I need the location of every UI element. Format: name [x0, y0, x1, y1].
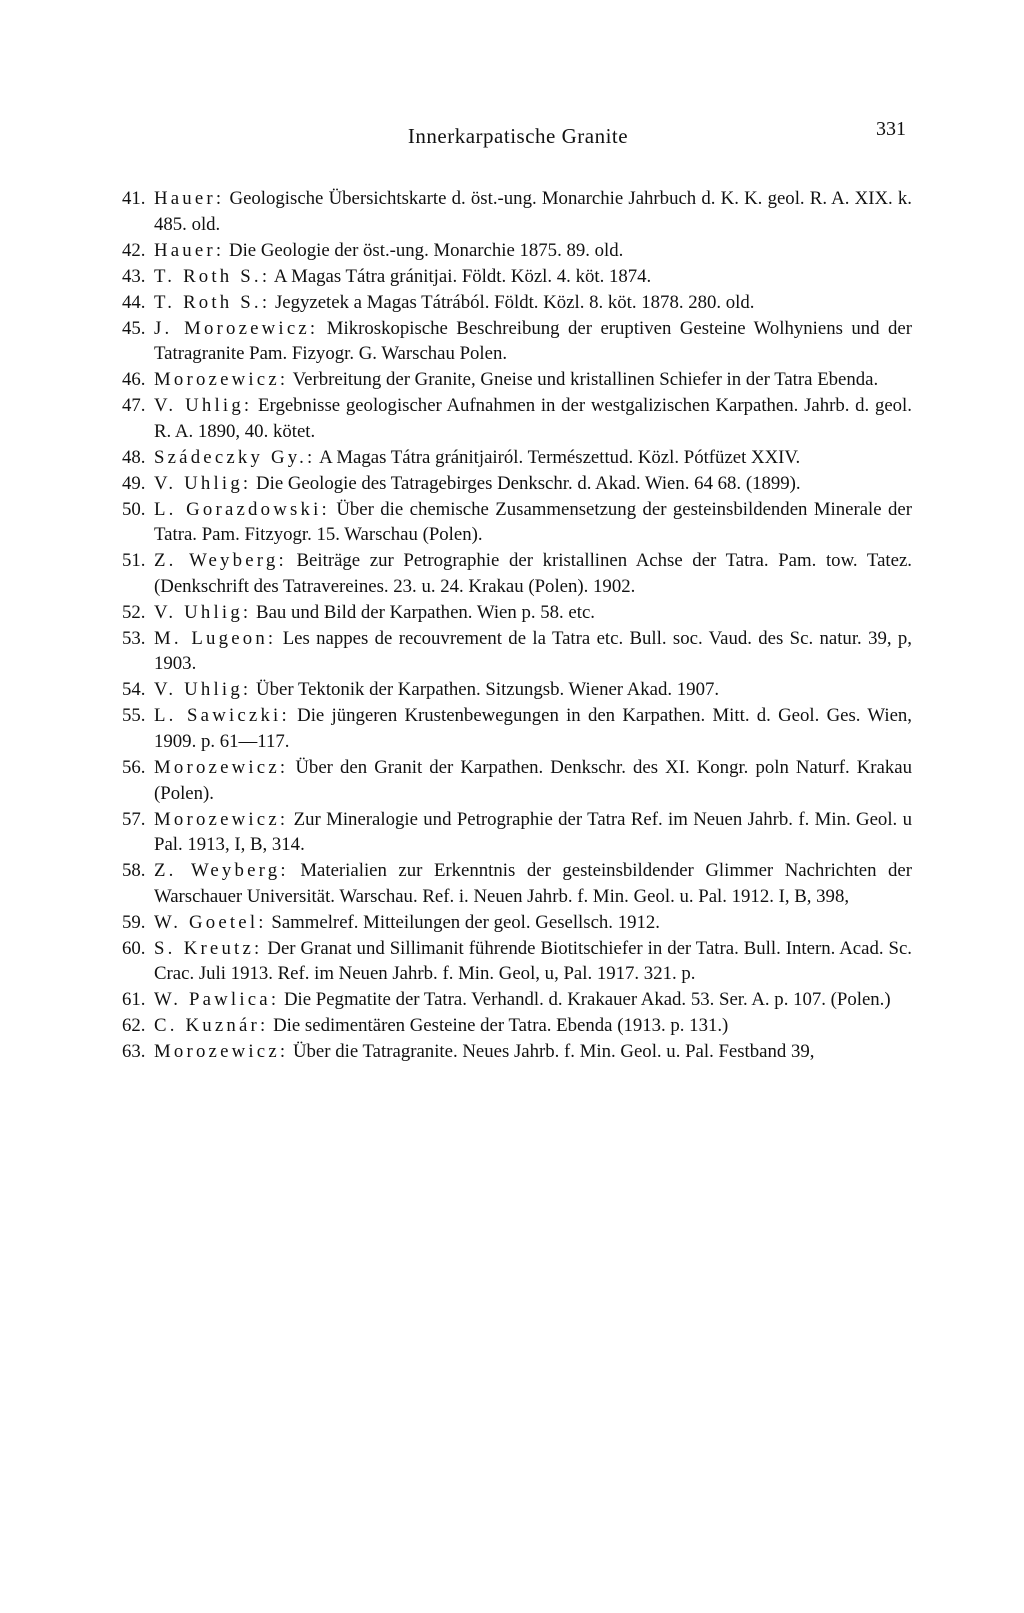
reference-number: 47.: [122, 395, 146, 417]
reference-entry: [122, 548, 912, 599]
reference-text: Sammelref. Mitteilungen der geol. Gesellsch. 1912.: [266, 911, 660, 933]
reference-body: [154, 188, 912, 235]
reference-entry: [122, 290, 912, 316]
reference-entry: [122, 677, 912, 703]
reference-number: 61.: [122, 989, 146, 1011]
reference-author: L. Gorazdowski:: [154, 498, 330, 520]
reference-number: 62.: [122, 1015, 146, 1037]
reference-author: S. Kreutz:: [154, 937, 263, 959]
reference-text: Jegyzetek a Magas Tátrából. Földt. Közl. 8. köt. 1878. 280. old.: [270, 291, 755, 313]
reference-author: V. Uhlig:: [154, 601, 252, 623]
reference-number: 41.: [122, 188, 146, 209]
reference-author: Morozewicz:: [154, 808, 289, 830]
reference-entry: [122, 393, 912, 444]
reference-text: Über Tektonik der Karpathen. Sitzungsb. Wiener Akad. 1907.: [251, 679, 720, 701]
reference-number: 46.: [122, 369, 146, 391]
reference-entry: [122, 987, 912, 1013]
reference-entry: [122, 703, 912, 754]
reference-author: Morozewicz:: [154, 1041, 289, 1063]
reference-text: A Magas Tátra gránitjairól. Természettud. Közl. Pótfüzet XXIV.: [315, 446, 801, 468]
page-header: [130, 118, 906, 158]
reference-body: [154, 1041, 814, 1062]
reference-entry: [122, 471, 912, 497]
reference-author: Morozewicz:: [154, 369, 289, 391]
reference-body: [154, 240, 623, 261]
reference-number: 50.: [122, 498, 146, 520]
reference-entry: [122, 497, 912, 548]
reference-text: Beiträge zur Petrographie der kristallinen Achse der Tatra. Pam. tow. Tatez. (Denkschrift des Tatravereines. 23. u. 24. Krakau (Polen). 1902.: [154, 550, 912, 597]
reference-body: [154, 989, 891, 1010]
reference-body: [154, 395, 912, 442]
reference-number: 48.: [122, 446, 146, 468]
reference-text: Über den Granit der Karpathen. Denkschr. des XI. Kongr. poln Naturf. Krakau (Polen).: [154, 756, 912, 804]
reference-number: 45.: [122, 317, 146, 339]
reference-text: A Magas Tátra gránitjai. Földt. Közl. 4. köt. 1874.: [270, 265, 652, 287]
reference-text: Ergebnisse geologischer Aufnahmen in der westgalizischen Karpathen. Jahrb. d. geol. R. A. 1890, 40. kötet.: [154, 395, 912, 442]
reference-text: Über die Tatragranite. Neues Jahrb. f. Min. Geol. u. Pal. Festband 39,: [288, 1041, 815, 1063]
reference-entry: [122, 367, 912, 393]
reference-number: 60.: [122, 937, 146, 959]
reference-entry: [122, 910, 912, 936]
reference-text: Die Geologie des Tatragebirges Denkschr. d. Akad. Wien. 64 68. (1899).: [251, 472, 801, 494]
reference-body: [154, 602, 595, 623]
reference-entry: [122, 1039, 912, 1065]
reference-author: T. Roth S.:: [154, 265, 271, 287]
reference-number: 44.: [122, 291, 146, 313]
reference-entry: [122, 264, 912, 290]
reference-author: V. Uhlig:: [154, 472, 252, 494]
reference-author: Z. Weyberg:: [154, 550, 287, 572]
reference-entry: [122, 600, 912, 626]
reference-author: J. Morozewicz:: [154, 317, 319, 339]
reference-entry: [122, 1013, 912, 1039]
reference-body: [154, 369, 878, 390]
reference-body: [154, 809, 912, 856]
reference-entry: [122, 445, 912, 471]
reference-text: Mikroskopische Beschreibung der eruptiven Gesteine Wolhyniens und der Tatragranite Pam. Fizyogr. G. Warschau Polen.: [154, 317, 912, 365]
reference-number: 57.: [122, 808, 146, 830]
reference-author: V. Uhlig:: [154, 679, 252, 701]
reference-author: M. Lugeon:: [154, 627, 277, 649]
reference-body: [154, 318, 912, 365]
reference-text: Les nappes de recouvrement de la Tatra etc. Bull. soc. Vaud. des Sc. natur. 39, p, 1903.: [154, 627, 912, 675]
reference-entry: [122, 316, 912, 367]
reference-author: Z. Weyberg:: [154, 860, 289, 882]
reference-text: Die Geologie der öst.-ung. Monarchie 1875. 89. old.: [224, 239, 624, 261]
reference-body: [154, 628, 912, 675]
reference-number: 56.: [122, 756, 146, 778]
reference-text: Die jüngeren Krustenbewegungen in den Karpathen. Mitt. d. Geol. Ges. Wien, 1909. p. 61—117.: [154, 705, 912, 752]
reference-text: Geologische Übersichtskarte d. öst.-ung. Monarchie Jahrbuch d. K. K. geol. R. A. XIX. k. 485. old.: [154, 188, 912, 235]
reference-text: Zur Mineralogie und Petrographie der Tatra Ref. im Neuen Jahrb. f. Min. Geol. u Pal. 1913, I, B, 314.: [154, 808, 912, 856]
reference-entry: [122, 755, 912, 806]
reference-body: [154, 266, 651, 287]
reference-number: 55.: [122, 705, 146, 727]
reference-author: Szádeczky Gy.:: [154, 446, 316, 468]
reference-body: [154, 473, 801, 494]
reference-number: 53.: [122, 627, 146, 649]
reference-entry: [122, 936, 912, 987]
reference-number: 51.: [122, 550, 146, 572]
reference-number: 52.: [122, 601, 146, 623]
reference-number: 49.: [122, 472, 146, 494]
reference-author: V. Uhlig:: [154, 395, 253, 417]
reference-author: Hauer:: [154, 239, 225, 261]
reference-author: W. Goetel:: [154, 911, 267, 933]
reference-body: [154, 447, 800, 468]
reference-body: [154, 705, 912, 752]
reference-author: T. Roth S.:: [154, 291, 271, 313]
reference-text: Verbreitung der Granite, Gneise und kristallinen Schiefer in der Tatra Ebenda.: [288, 369, 879, 391]
reference-number: 43.: [122, 265, 146, 287]
reference-entry: [122, 858, 912, 909]
reference-author: C. Kuznár:: [154, 1015, 269, 1037]
reference-text: Über die chemische Zusammensetzung der gesteinsbildenden Minerale der Tatra. Pam. Fitzyogr. 15. Warschau (Polen).: [154, 498, 912, 546]
reference-author: L. Sawiczki:: [154, 705, 290, 727]
reference-number: 63.: [122, 1041, 146, 1063]
reference-number: 58.: [122, 860, 146, 882]
reference-text: Die Pegmatite der Tatra. Verhandl. d. Krakauer Akad. 53. Ser. A. p. 107. (Polen.): [279, 989, 891, 1011]
reference-body: [154, 938, 912, 985]
reference-body: [154, 860, 912, 907]
reference-body: [154, 499, 912, 546]
reference-text: Bau und Bild der Karpathen. Wien p. 58. etc.: [251, 601, 595, 623]
reference-entry: [122, 186, 912, 237]
reference-number: 42.: [122, 239, 146, 261]
reference-entry: [122, 807, 912, 858]
running-title: Innerkarpatische Granite: [407, 124, 629, 148]
reference-entry: [122, 238, 912, 264]
reference-body: [154, 292, 754, 313]
page-number: 331: [876, 118, 906, 140]
reference-body: [154, 1015, 728, 1036]
reference-author: Hauer:: [154, 188, 225, 209]
reference-number: 59.: [122, 911, 146, 933]
reference-text: Der Granat und Sillimanit führende Biotitschiefer in der Tatra. Bull. Intern. Acad. Sc. Crac. Juli 1913. Ref. im Neuen Jahrb. f. Min. Geol, u, Pal. 1917. 321. p.: [154, 937, 912, 985]
reference-entry: [122, 626, 912, 677]
reference-number: 54.: [122, 679, 146, 701]
reference-body: [154, 550, 912, 597]
reference-body: [154, 679, 719, 700]
reference-body: [154, 757, 912, 804]
reference-author: W. Pawlica:: [154, 989, 280, 1011]
reference-body: [154, 912, 660, 933]
reference-list: [122, 186, 912, 1065]
reference-author: Morozewicz:: [154, 756, 289, 778]
reference-text: Materialien zur Erkenntnis der gesteinsbildender Glimmer Nachrichten der Warschauer Universität. Warschau. Ref. i. Neuen Jahrb. f. Min. Geol. u. Pal. 1912. I, B, 398,: [154, 860, 912, 907]
reference-text: Die sedimentären Gesteine der Tatra. Ebenda (1913. p. 131.): [268, 1015, 729, 1037]
